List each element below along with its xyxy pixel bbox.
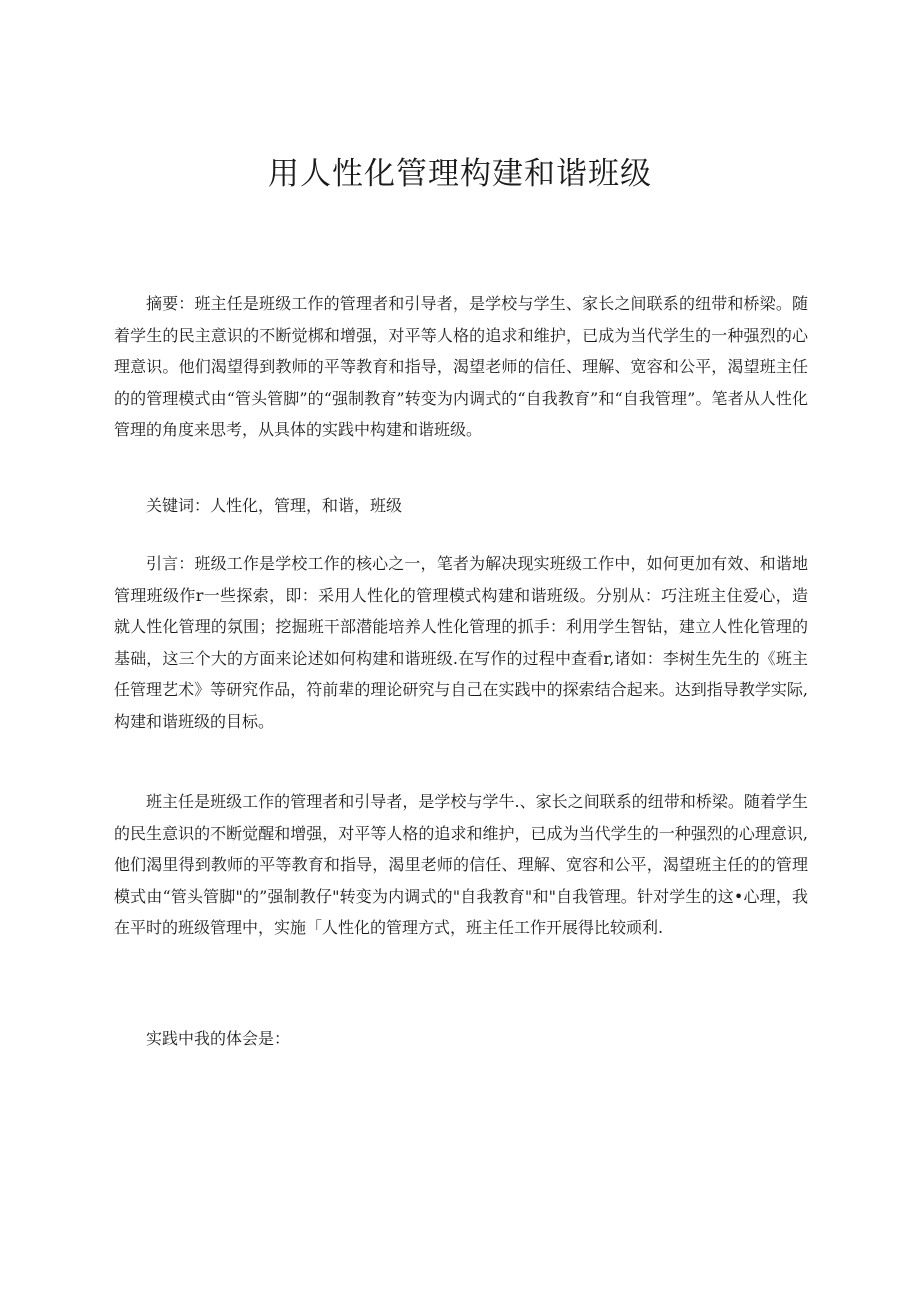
abstract-paragraph: 摘要：班主任是班级工作的管理者和引导者，是学校与学生、家长之间联系的纽带和桥梁。随着学生的民主意识的不断觉梆和增强，对平等人格的追求和维护，已成为当代学生的一种强烈的心理意识。他们渴望得到教师的平等教育和指导，渴望老师的信任、理解、宽容和公平，渴望班主任的的管理模式由“管头管脚”的“强制教育”转变为内调式的“自我教育”和“自我管理”。笔者从人性化管理的角度来思考，从具体的实践中构建和谐班级。 [114,294,808,439]
body-paragraph: 班主任是班级工作的管理者和引导者，是学校与学牛.、家长之间联系的纽带和桥梁。随着学生的民生意识的不断觉醒和增强，对平等人格的追求和维护，已成为当代学生的一种强烈的心理意识,他们渴里得到教师的平等教育和指导，渴里老师的信任、理解、宽容和公平，渴望班主任的的管理模式由“管头管脚"的”强制教仔"转变为内调式的"自我教育"和"自我管理。针对学生的这•心理，我在平时的班级管理中，实施「人性化的管理方式，班主任工作开展得比较顽利. [114,792,808,937]
practice-intro-line: 实践中我的体会是： [146,1029,291,1048]
introduction-paragraph: 引言：班级工作是学校工作的核心之一，笔者为解决现实班级工作中，如何更加有效、和谐地管理班级作r一些探索，即：采用人性化的管理模式构建和谐班级。分别从：巧注班主住爱心，造就人性化管理的氛围；挖掘班干部潜能培养人性化管理的抓手：利用学生智钻，建立人性化管理的基础，这三个大的方面来论述如何构建和谐班级.在写作的过程中查看r,诸如：李树生先生的《班主任管理艺术》等研究作品，符前辈的理论研究与自己在实践中的探索结合起来。达到指导教学实际,构建和谐班级的目标。 [114,554,808,731]
document-title: 用人性化管理构建和谐班级 [268,156,652,192]
keywords-line: 关键词：人性化，管理，和谐，班级 [146,496,403,515]
